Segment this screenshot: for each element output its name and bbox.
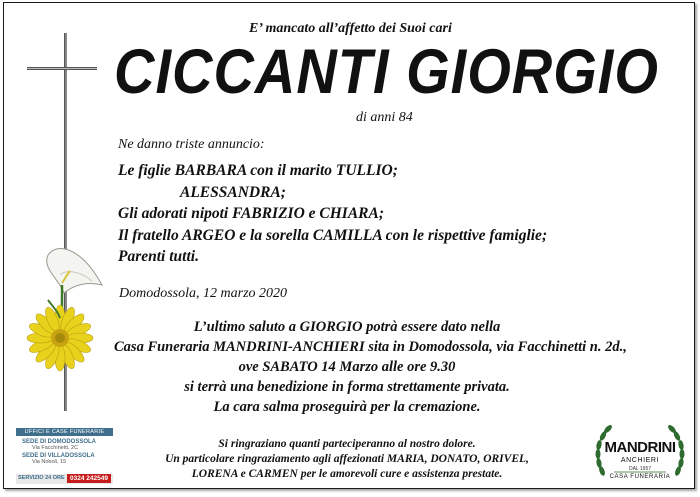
family-line: Parenti tutti. xyxy=(118,248,199,265)
branch-address: Via Noboli, 15 xyxy=(32,459,67,465)
service-line: ove SABATO 14 Marzo alle ore 9.30 xyxy=(238,359,456,375)
branch-title: SEDE DI VILLADOSSOLA xyxy=(22,453,95,459)
intro-line: E’ mancato all’affetto dei Suoi cari xyxy=(249,21,452,36)
thanks-section xyxy=(114,437,580,482)
family-line: Gli adorati nipoti FABRIZIO e CHIARA; xyxy=(118,205,385,222)
daisy-flower-icon xyxy=(27,300,93,371)
logo-name: MANDRINI xyxy=(604,439,676,456)
age-line: di anni 84 xyxy=(356,110,413,125)
service-label: SERVIZIO 24 ORE xyxy=(18,475,65,481)
farewell-line: La cara salma proseguirà per la cremazione. xyxy=(213,399,481,415)
service-line: L’ultimo saluto a GIORGIO potrà essere dato nella xyxy=(193,319,501,335)
funeral-home-logo xyxy=(590,423,690,487)
service-details xyxy=(114,317,627,397)
thanks-line: Un particolare ringraziamento agli affezionati MARIA, DONATO, ORIVEL, xyxy=(165,453,529,465)
obituary-notice xyxy=(3,2,695,489)
logo-footer: CASA FUNERARIA xyxy=(609,474,671,480)
office-header: UFFICI E CASE FUNERARIE xyxy=(16,428,113,436)
family-line: ALESSANDRA; xyxy=(180,183,286,201)
calla-lily-icon xyxy=(47,249,102,308)
phone-number: 0324 242549 xyxy=(67,474,111,483)
logo-since: DAL 1957 xyxy=(628,466,652,472)
deceased-name: CICCANTI GIORGIO xyxy=(114,36,659,107)
service-line: Casa Funeraria MANDRINI-ANCHIERI sita in Domodossola, via Facchinetti n. 2d., xyxy=(114,339,627,355)
office-footer xyxy=(16,474,113,484)
thanks-line: LORENA e CARMEN per le amorevoli cure e assistenza prestate. xyxy=(191,468,503,480)
announce-line: Ne danno triste annuncio: xyxy=(118,137,265,152)
thanks-line: Si ringraziano quanti parteciperanno al nostro dolore. xyxy=(218,438,476,450)
office-contact-panel xyxy=(16,428,113,484)
place-date: Domodossola, 12 marzo 2020 xyxy=(119,286,288,301)
cross-with-flowers-illustration xyxy=(22,23,112,413)
logo-subname: ANCHIERI xyxy=(620,457,660,464)
family-list xyxy=(118,160,547,268)
family-line: Il fratello ARGEO e la sorella CAMILLA con le rispettive famiglie; xyxy=(118,226,548,244)
branch-title: SEDE DI DOMODOSSOLA xyxy=(22,439,97,445)
family-line: Le figlie BARBARA con il marito TULLIO; xyxy=(118,162,398,179)
branch-address: Via Facchinetti, 2C xyxy=(32,445,79,451)
service-line: si terrà una benedizione in forma strettamente privata. xyxy=(184,379,510,395)
